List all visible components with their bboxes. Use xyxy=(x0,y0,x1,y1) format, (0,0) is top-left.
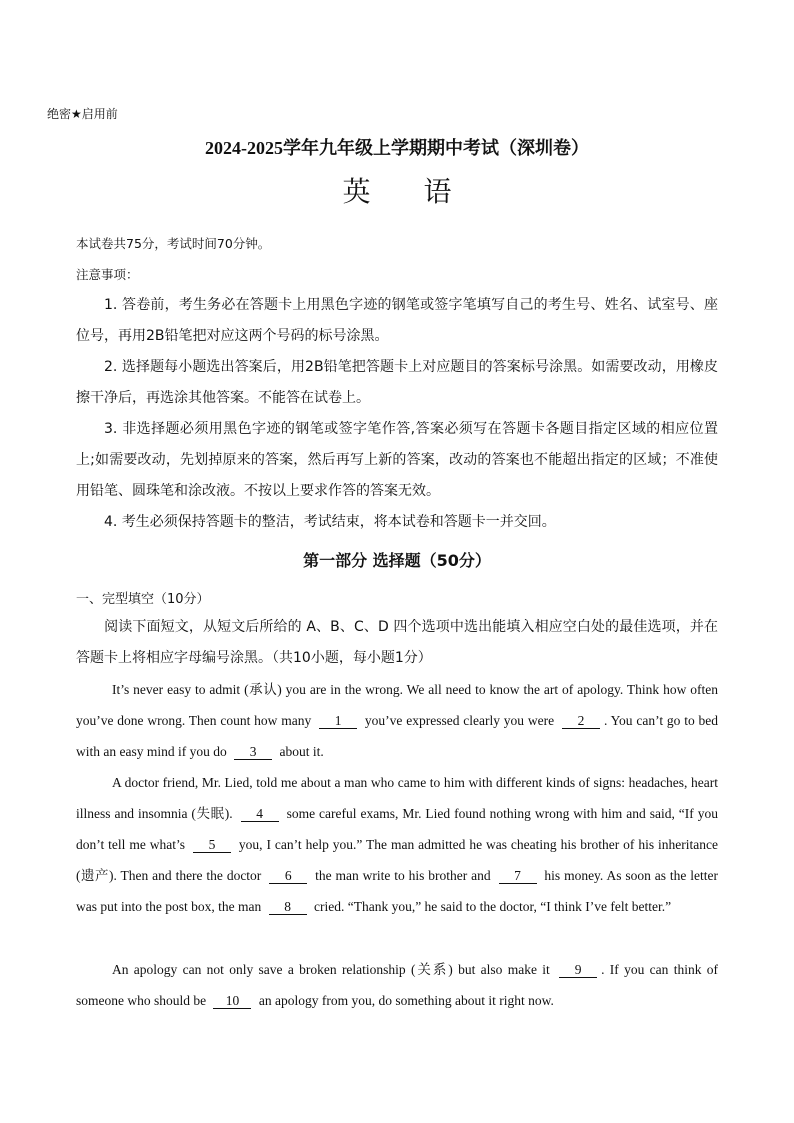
answer-blank-3[interactable]: 3 xyxy=(234,744,272,760)
score-time-info: 本试卷共75分，考试时间70分钟。 xyxy=(76,236,271,251)
notice-item-1 xyxy=(76,290,718,352)
notice-heading: 注意事项： xyxy=(76,267,139,282)
notice-item-2 xyxy=(76,352,718,414)
notice-text-3: 3. 非选择题必须用黑色字迹的钢笔或签字笔作答,答案必须写在答题卡各题目指定区域的相应位置上;如需要改动，先划掉原来的答案，然后再写上新的答案，改动的答案也不能超出指定的区域；不准使用铅笔、圆珠笔和涂改液。不按以上要求作答的答案无效。 xyxy=(76,421,718,499)
instruction-text: 阅读下面短文，从短文后所给的 A、B、C、D 四个选项中选出能填入相应空白处的最佳选项，并在答题卡上将相应字母编号涂黑。（共10小题，每小题1分） xyxy=(76,619,718,666)
answer-blank-10[interactable]: 10 xyxy=(213,993,251,1009)
notice-item-3 xyxy=(76,414,718,507)
notice-item-4 xyxy=(76,507,718,538)
passage-text: some careful exams, Mr. Lied found nothing wrong with him and said, “If you don’t tell me what’s xyxy=(76,806,719,852)
passage-text: you’ve expressed clearly you were xyxy=(364,713,555,728)
passage-text: about it. xyxy=(279,744,324,759)
passage-text: . If you can think of someone who should be xyxy=(76,962,718,1008)
cloze-instruction xyxy=(76,612,718,674)
part-one-title: 第一部分 选择题（50分） xyxy=(303,551,491,570)
answer-blank-5[interactable]: 5 xyxy=(193,837,231,853)
answer-blank-8[interactable]: 8 xyxy=(269,899,307,915)
passage-text: the man write to his brother and xyxy=(315,868,491,883)
answer-blank-6[interactable]: 6 xyxy=(269,868,307,884)
exam-title: 2024-2025学年九年级上学期期中考试（深圳卷） xyxy=(205,138,589,158)
passage-text: cried. “Thank you,” he said to the doctor, “I think I’ve felt better.” xyxy=(313,899,672,914)
answer-blank-2[interactable]: 2 xyxy=(562,713,600,729)
passage-text: A doctor friend, Mr. Lied, told me about a man who came to him with different kinds of signs: headaches, heart illness and insomnia (失眠). xyxy=(76,775,718,821)
passage-paragraph-3 xyxy=(76,954,718,1016)
passage-text: his money. As soon as the letter was put into the post box, the man xyxy=(76,868,718,914)
answer-blank-4[interactable]: 4 xyxy=(241,806,279,822)
notice-text-1: 1. 答卷前，考生务必在答题卡上用黑色字迹的钢笔或签字笔填写自己的考生号、姓名、试室号、座位号，再用2B铅笔把对应这两个号码的标号涂黑。 xyxy=(76,297,718,344)
notice-text-4: 4. 考生必须保持答题卡的整洁，考试结束，将本试卷和答题卡一并交回。 xyxy=(104,514,556,530)
subject-title: 英 语 xyxy=(342,175,474,208)
passage-text: . You can’t go to bed with an easy mind if you do xyxy=(76,713,719,759)
passage-text: An apology can not only save a broken relationship (关系) but also make it xyxy=(112,962,550,977)
confidential-label: 绝密★启用前 xyxy=(47,107,118,121)
answer-blank-1[interactable]: 1 xyxy=(319,713,357,729)
passage-paragraph-2 xyxy=(76,767,718,922)
passage-text: It’s never easy to admit (承认) you are in the wrong. We all need to know the art of apology. Think how often you’ve done wrong. Then count how many xyxy=(76,682,718,728)
passage-paragraph-1 xyxy=(76,674,718,767)
passage-text: you, I can’t help you.” The man admitted he was cheating his brother of his inheritance (遗产). Then and there the doctor xyxy=(76,837,719,883)
cloze-heading: 一、完型填空（10分） xyxy=(76,592,210,607)
answer-blank-7[interactable]: 7 xyxy=(499,868,537,884)
answer-blank-9[interactable]: 9 xyxy=(559,962,597,978)
notice-text-2: 2. 选择题每小题选出答案后，用2B铅笔把答题卡上对应题目的答案标号涂黑。如需要改动，用橡皮擦干净后，再选涂其他答案。不能答在试卷上。 xyxy=(76,359,718,406)
passage-text: an apology from you, do something about it right now. xyxy=(258,993,554,1008)
